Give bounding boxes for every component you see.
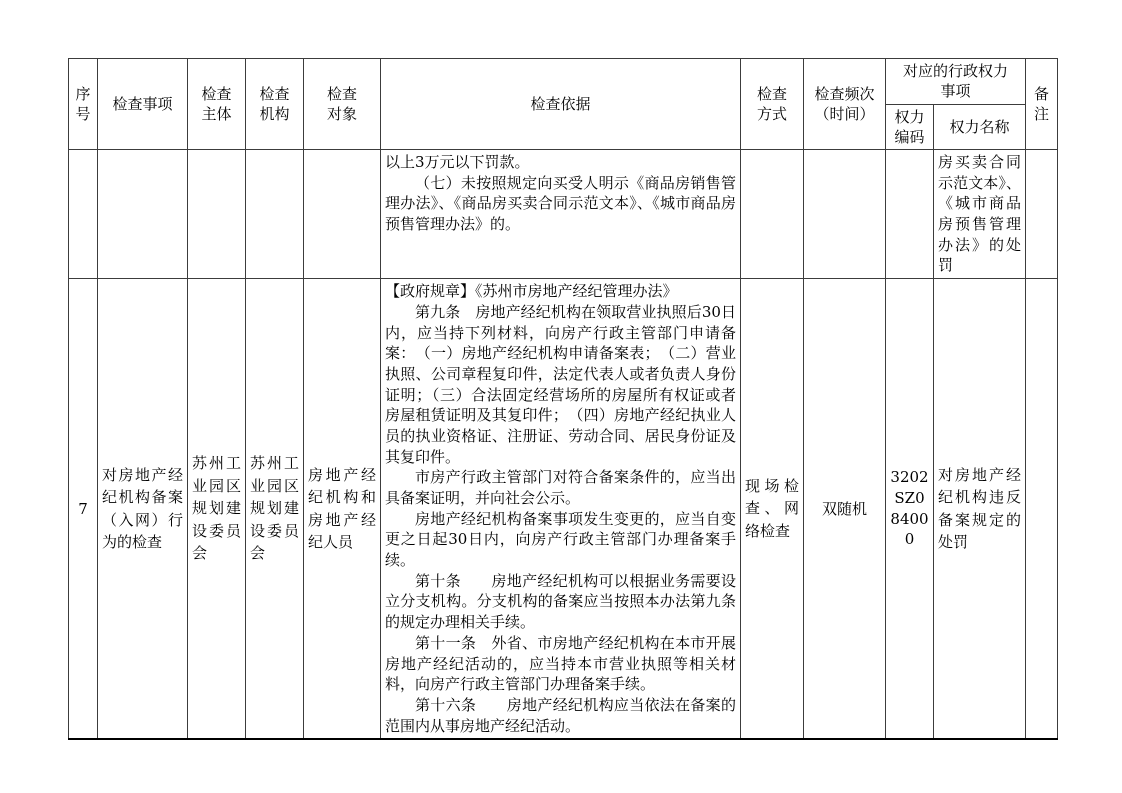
basis-paragraph: 以上3万元以下罚款。 <box>385 153 530 171</box>
cell-subject <box>188 150 246 279</box>
cell-index <box>69 150 98 279</box>
header-remark <box>1026 59 1058 150</box>
basis-paragraph: 第九条 房地产经纪机构在领取营业执照后30日内，应当持下列材料，向房产行政主管部门申请备案： （一）房地产经纪机构申请备案表； （二）营业执照、公司章程复印件，法定代表人或者负责人身份证明；（三）合法固定经营场所的房屋所有权证或者房屋租赁证明及其复印件； （四）房地产经纪执业人员的执业资格证、注册证、劳动合同、居民身份证及其复印件。 <box>385 302 736 466</box>
cell-frequency <box>804 150 886 279</box>
cell-item: 对房地产经纪机构备案（入网）行为的检查 <box>98 279 188 740</box>
basis-paragraph: 市房产行政主管部门对符合备案条件的，应当出具备案证明，并向社会公示。 <box>385 468 736 507</box>
cell-method <box>741 150 804 279</box>
header-subject <box>188 59 246 150</box>
cell-power-name: 房买卖合同示范文本》、《城市商品房预售管理办法》的处罚 <box>934 150 1026 279</box>
header-index <box>69 59 98 150</box>
cell-remark <box>1026 279 1058 740</box>
header-item <box>98 59 188 150</box>
cell-frequency: 双随机 <box>804 279 886 740</box>
cell-power-code: 3202SZ084000 <box>886 279 934 740</box>
cell-method: 现场检查、网络检查 <box>741 279 804 740</box>
table-row-7 <box>69 279 1058 740</box>
header-basis-label: 检查依据 <box>530 94 591 113</box>
cell-power-name: 对房地产经纪机构违反备案规定的处罚 <box>934 279 1026 740</box>
cell-power-code <box>886 150 934 279</box>
header-target-label: 检查对象 <box>327 84 358 123</box>
cell-subject: 苏州工业园区规划建设委员会 <box>188 279 246 740</box>
header-power-code <box>886 104 934 150</box>
cell-basis <box>381 279 741 740</box>
header-power-group-label: 对应的行政权力事项 <box>903 62 1009 101</box>
header-method <box>741 59 804 150</box>
cell-remark <box>1026 150 1058 279</box>
cell-agency <box>246 150 304 279</box>
cell-target: 房地产经纪机构和房地产经纪人员 <box>304 279 381 740</box>
header-basis <box>381 59 741 150</box>
header-power-group <box>886 59 1026 105</box>
cell-target <box>304 150 381 279</box>
cell-agency: 苏州工业园区规划建设委员会 <box>246 279 304 740</box>
basis-paragraph: 第十一条 外省、市房地产经纪机构在本市开展房地产经纪活动的，应当持本市营业执照等相关材料，向房产行政主管部门办理备案手续。 <box>385 633 736 694</box>
table-row-continuation <box>69 150 1058 279</box>
header-target <box>304 59 381 150</box>
cell-index: 7 <box>69 279 98 740</box>
header-power-code-label: 权力编码 <box>894 107 925 146</box>
header-remark-label: 备注 <box>1033 84 1049 123</box>
header-item-label: 检查事项 <box>112 94 173 113</box>
table-header <box>69 59 1058 150</box>
header-frequency <box>804 59 886 150</box>
cell-basis <box>381 150 741 279</box>
basis-paragraph: 【政府规章】《苏州市房地产经纪管理办法》 <box>385 282 678 301</box>
header-agency <box>246 59 304 150</box>
header-subject-label: 检查主体 <box>201 84 232 123</box>
header-frequency-label: 检查频次（时间） <box>814 84 875 123</box>
header-power-name-label: 权力名称 <box>949 117 1010 136</box>
basis-paragraph: 第十条 房地产经纪机构可以根据业务需要设立分支机构。分支机构的备案应当按照本办法第九条的规定办理相关手续。 <box>385 571 736 632</box>
cell-item <box>98 150 188 279</box>
header-index-label: 序号 <box>75 84 91 123</box>
inspection-items-table <box>68 58 1058 740</box>
basis-paragraph: 房地产经纪机构备案事项发生变更的，应当自变更之日起30日内，向房产行政主管部门办理备案手续。 <box>385 509 736 570</box>
header-power-name <box>934 104 1026 150</box>
basis-paragraph: （七）未按照规定向买受人明示《商品房销售管理办法》、《商品房买卖合同示范文本》、《城市商品房预售管理办法》的。 <box>385 173 736 234</box>
header-agency-label: 检查机构 <box>259 84 290 123</box>
header-method-label: 检查方式 <box>757 84 788 123</box>
basis-paragraph: 第十六条 房地产经纪机构应当依法在备案的范围内从事房地产经纪活动。 <box>385 695 736 735</box>
